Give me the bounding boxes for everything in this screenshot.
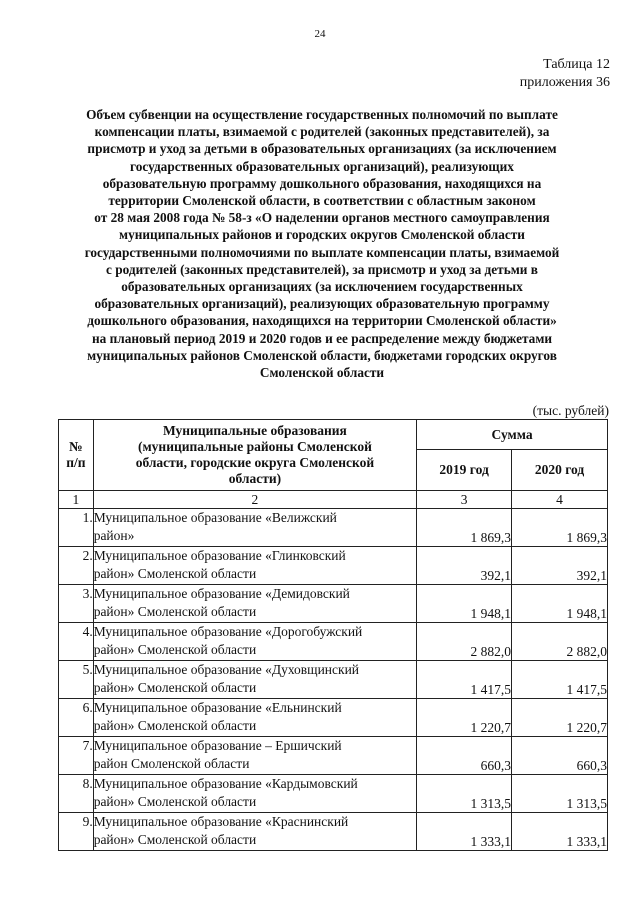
- title-line: образовательных организаций), реализующих образовательную программу: [94, 296, 550, 312]
- title-line: образовательную программу дошкольного образования, находящихся на: [102, 175, 542, 191]
- municipality-name-line: Муниципальное образование «Глинковский: [93, 548, 346, 563]
- amount-2019: 1 220,7: [417, 699, 512, 737]
- table-row: [59, 737, 608, 775]
- table-reference: [520, 56, 610, 92]
- subvention-table: [58, 419, 608, 851]
- row-number: 1.: [59, 509, 94, 547]
- title-line: муниципальных районов и городских округов Смоленской области: [119, 227, 525, 243]
- row-number: 8.: [59, 775, 94, 813]
- row-number: 4.: [59, 623, 94, 661]
- column-index: 3: [417, 491, 512, 509]
- amount-2019: 2 882,0: [417, 623, 512, 661]
- title-line: компенсации платы, взимаемой с родителей (законных представителей), за: [94, 124, 550, 140]
- municipality-name-line: район» Смоленской области: [93, 565, 257, 581]
- title-line: присмотр и уход за детьми в образовательных организациях (за исключением: [87, 141, 557, 157]
- page-number: 24: [314, 28, 326, 40]
- table-row: [59, 699, 608, 737]
- column-index: 4: [512, 491, 608, 509]
- amount-2019: 1 417,5: [417, 661, 512, 699]
- municipality-name-line: район» Смоленской области: [93, 831, 257, 847]
- municipality-name: [93, 585, 416, 623]
- units-label: (тыс. рублей): [532, 403, 609, 418]
- header-name-line: (муниципальные районы Смоленской: [137, 439, 372, 454]
- municipality-name-line: район»: [93, 527, 135, 543]
- municipality-name-line: Муниципальное образование – Ершичский: [93, 738, 342, 753]
- amount-2020: 1 333,1: [512, 813, 608, 851]
- amount-2019: 660,3: [417, 737, 512, 775]
- table-row: [59, 585, 608, 623]
- amount-2019: 1 313,5: [417, 775, 512, 813]
- table-row: [59, 623, 608, 661]
- table-row: [59, 775, 608, 813]
- amount-2020: 1 313,5: [512, 775, 608, 813]
- municipality-name-line: Муниципальное образование «Кардымовский: [93, 776, 358, 791]
- municipality-name: [93, 623, 416, 661]
- table-ref-line-2: приложения 36: [519, 75, 610, 90]
- amount-2020: 2 882,0: [512, 623, 608, 661]
- table-row: [59, 661, 608, 699]
- municipality-name-line: Муниципальное образование «Духовщинский: [93, 662, 360, 677]
- title-line: муниципальных районов Смоленской области, бюджетами городских округов: [87, 347, 557, 363]
- amount-2019: 1 869,3: [417, 509, 512, 547]
- header-year-2019: 2019 год: [417, 450, 512, 491]
- title-line: территории Смоленской области, в соответствии с областным законом: [108, 193, 536, 209]
- header-year-2020: 2020 год: [512, 450, 608, 491]
- title-line: с родителей (законных представителей), за присмотр и уход за детьми в: [106, 261, 538, 277]
- amount-2019: 1 948,1: [417, 585, 512, 623]
- amount-2020: 1 417,5: [512, 661, 608, 699]
- amount-2019: 1 333,1: [417, 813, 512, 851]
- column-index: 2: [93, 491, 416, 509]
- header-name-line: области): [228, 471, 282, 486]
- municipality-name: [93, 509, 416, 547]
- title-line: дошкольного образования, находящихся на территории Смоленской области»: [87, 313, 557, 329]
- row-number: 6.: [59, 699, 94, 737]
- row-number: 7.: [59, 737, 94, 775]
- amount-2020: 1 220,7: [512, 699, 608, 737]
- municipality-name: [93, 699, 416, 737]
- municipality-name-line: район» Смоленской области: [93, 793, 257, 809]
- column-index-row: [59, 491, 608, 509]
- municipality-name-line: район» Смоленской области: [93, 679, 257, 695]
- title-line: государственными полномочиями по выплате компенсации платы, взимаемой: [84, 244, 560, 260]
- municipality-name: [93, 737, 416, 775]
- row-number: 2.: [59, 547, 94, 585]
- amount-2020: 1 948,1: [512, 585, 608, 623]
- header-sum: Сумма: [417, 420, 608, 450]
- table-ref-line-1: Таблица 12: [543, 57, 610, 72]
- header-name: [93, 420, 416, 491]
- municipality-name: [93, 547, 416, 585]
- title-line: образовательных организациях (за исключением государственных: [121, 279, 523, 295]
- municipality-name-line: Муниципальное образование «Дорогобужский: [93, 624, 363, 639]
- municipality-name-line: район» Смоленской области: [93, 641, 257, 657]
- row-number: 5.: [59, 661, 94, 699]
- row-number: 9.: [59, 813, 94, 851]
- municipality-name: [93, 813, 416, 851]
- title-line: Объем субвенции на осуществление государственных полномочий по выплате: [86, 107, 558, 122]
- municipality-name-line: Муниципальное образование «Велижский: [93, 510, 337, 525]
- header-num: [59, 420, 94, 491]
- document-title: [62, 106, 582, 381]
- municipality-name-line: Муниципальное образование «Демидовский: [93, 586, 350, 601]
- amount-2019: 392,1: [417, 547, 512, 585]
- municipality-name-line: Муниципальное образование «Ельнинский: [93, 700, 342, 715]
- title-line: от 28 мая 2008 года № 58-з «О наделении органов местного самоуправления: [94, 210, 550, 226]
- header-num-line: п/п: [66, 455, 86, 470]
- amount-2020: 660,3: [512, 737, 608, 775]
- amount-2020: 1 869,3: [512, 509, 608, 547]
- header-num-line: №: [69, 439, 83, 454]
- municipality-name-line: Муниципальное образование «Краснинский: [93, 814, 349, 829]
- header-name-line: Муниципальные образования: [162, 423, 347, 438]
- table-row: [59, 547, 608, 585]
- municipality-name: [93, 661, 416, 699]
- amount-2020: 392,1: [512, 547, 608, 585]
- municipality-name-line: район» Смоленской области: [93, 717, 257, 733]
- title-line: государственных образовательных организаций), реализующих: [130, 158, 514, 174]
- column-index: 1: [59, 491, 94, 509]
- municipality-name-line: район Смоленской области: [93, 755, 250, 771]
- header-row: [59, 420, 608, 450]
- table-row: [59, 509, 608, 547]
- municipality-name: [93, 775, 416, 813]
- title-line: на плановый период 2019 и 2020 годов и ее распределение между бюджетами: [91, 330, 553, 346]
- table-row: [59, 813, 608, 851]
- row-number: 3.: [59, 585, 94, 623]
- municipality-name-line: район» Смоленской области: [93, 603, 257, 619]
- header-name-line: области, городские округа Смоленской: [135, 455, 375, 470]
- title-line: Смоленской области: [259, 365, 385, 381]
